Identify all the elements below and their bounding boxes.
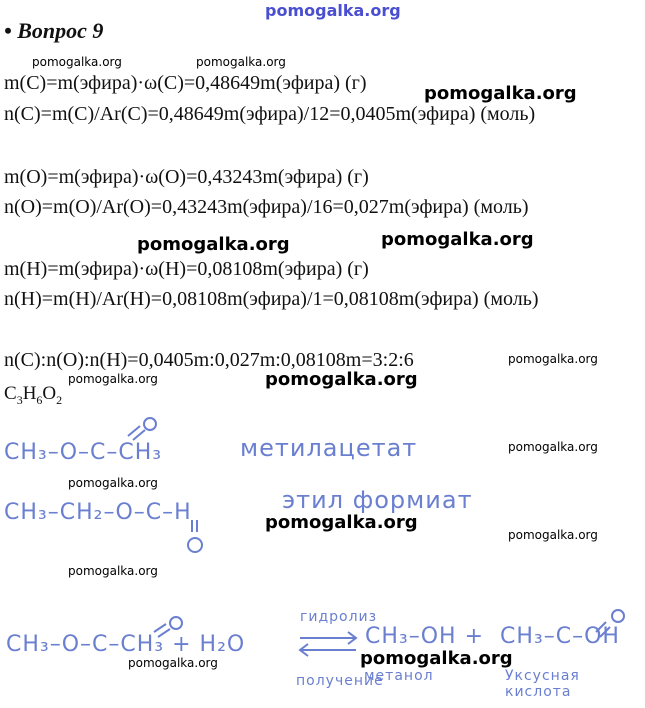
ester1-name: метилацетат bbox=[240, 434, 418, 462]
watermark: pomogalka.org bbox=[381, 229, 534, 250]
line-ratio: n(C):n(O):n(H)=0,0405m:0,027m:0,08108m=3:2:6 bbox=[4, 349, 414, 371]
ester1-formula: CH₃–O–C–CH₃ bbox=[4, 440, 163, 465]
line-mass-carbon: m(C)=m(эфира)·ω(C)=0,48649m(эфира) (г) bbox=[4, 72, 367, 94]
oxygen-atom-stroke bbox=[612, 610, 624, 622]
watermark: pomogalka.org bbox=[137, 234, 290, 255]
watermark: pomogalka.org bbox=[360, 648, 513, 669]
line-moles-oxygen: n(O)=m(O)/Ar(O)=0,43243m(эфира)/16=0,027m(эфира) (моль) bbox=[4, 196, 529, 218]
oxygen-atom-stroke bbox=[170, 617, 182, 629]
line-mass-oxygen: m(O)=m(эфира)·ω(O)=0,43243m(эфира) (г) bbox=[4, 166, 369, 188]
oxygen-atom-stroke bbox=[144, 418, 156, 430]
arrow-label-bottom: получение bbox=[296, 673, 384, 689]
watermark: pomogalka.org bbox=[196, 55, 286, 69]
reaction-right-acid: CH₃–C–OH bbox=[500, 624, 620, 649]
question-title: • Вопрос 9 bbox=[4, 18, 104, 43]
line-moles-hydrogen: n(H)=m(H)/Ar(H)=0,08108m(эфира)/1=0,08108m(эфира) (моль) bbox=[4, 288, 539, 310]
double-bond-stroke bbox=[596, 622, 606, 632]
oxygen-atom-stroke bbox=[188, 538, 202, 552]
line-moles-carbon: n(C)=m(C)/Ar(C)=0,48649m(эфира)/12=0,0405m(эфира) (моль) bbox=[4, 103, 536, 125]
acid-label: Уксусная кислота bbox=[505, 668, 580, 700]
watermark: pomogalka.org bbox=[68, 372, 158, 386]
watermark: pomogalka.org bbox=[508, 528, 598, 542]
watermark: pomogalka.org bbox=[68, 476, 158, 490]
watermark: pomogalka.org bbox=[265, 369, 418, 390]
watermark: pomogalka.org bbox=[508, 440, 598, 454]
double-bond-stroke bbox=[158, 629, 170, 637]
watermark: pomogalka.org bbox=[32, 55, 122, 69]
methanol-label: метанол bbox=[364, 668, 434, 684]
watermark-top[interactable]: pomogalka.org bbox=[265, 1, 401, 20]
watermark: pomogalka.org bbox=[265, 512, 418, 533]
reaction-right-methanol: CH₃–OH + bbox=[365, 624, 485, 649]
double-bond-stroke bbox=[154, 624, 166, 632]
watermark: pomogalka.org bbox=[508, 352, 598, 366]
reaction-left: CH₃–O–C–CH₃ + H₂O bbox=[6, 632, 246, 657]
watermark: pomogalka.org bbox=[68, 564, 158, 578]
formula-text: $C_3H_6O_2$ bbox=[4, 383, 63, 407]
double-bond-stroke bbox=[600, 627, 610, 637]
watermark: pomogalka.org bbox=[424, 83, 577, 104]
ester2-formula: CH₃–CH₂–O–C–H bbox=[4, 500, 192, 525]
line-mass-hydrogen: m(H)=m(эфира)·ω(H)=0,08108m(эфира) (г) bbox=[4, 258, 369, 280]
ester2-name: этил формиат bbox=[282, 486, 473, 514]
hydrolysis-label: гидролиз bbox=[300, 609, 378, 625]
watermark: pomogalka.org bbox=[128, 656, 218, 670]
